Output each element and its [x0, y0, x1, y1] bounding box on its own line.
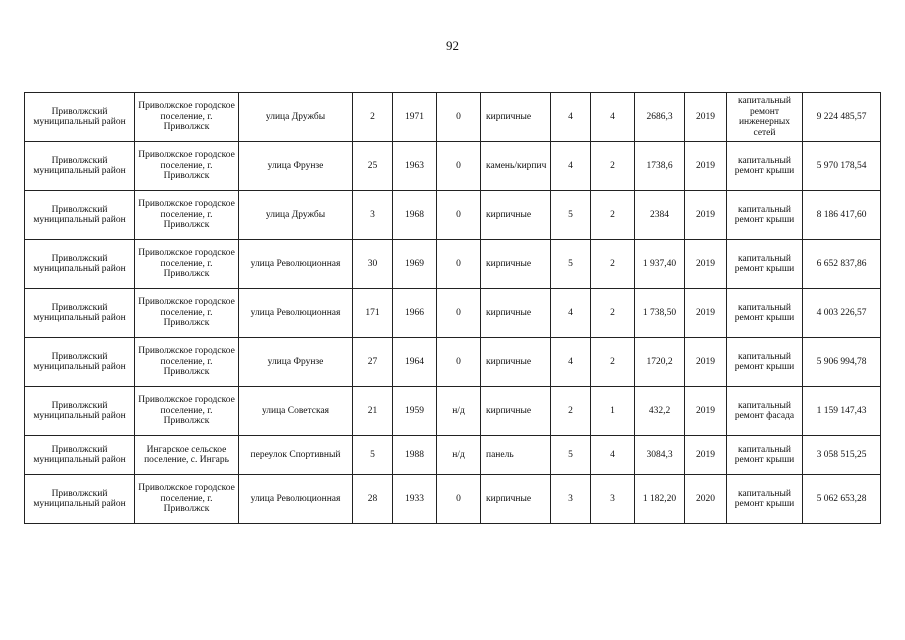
cell-floors: 2	[551, 387, 591, 436]
cell-wall-material: кирпичные	[481, 387, 551, 436]
cell-floors: 5	[551, 191, 591, 240]
cell-area: 432,2	[635, 387, 685, 436]
table-row	[25, 191, 881, 240]
cell-wear: 0	[437, 142, 481, 191]
cell-work-type: капитальный ремонт крыши	[727, 338, 803, 387]
cell-wear: 0	[437, 338, 481, 387]
cell-work-type: капитальный ремонт крыши	[727, 191, 803, 240]
cell-entrances: 4	[591, 436, 635, 475]
cell-wall-material: кирпичные	[481, 240, 551, 289]
table-row	[25, 436, 881, 475]
cell-floors: 3	[551, 475, 591, 524]
cell-wall-material: кирпичные	[481, 191, 551, 240]
cell-area: 1 182,20	[635, 475, 685, 524]
cell-district: Приволжский муниципальный район	[25, 191, 135, 240]
cell-wear: 0	[437, 475, 481, 524]
cell-work-type: капитальный ремонт крыши	[727, 475, 803, 524]
cell-house-number: 27	[353, 338, 393, 387]
cell-work-type: капитальный ремонт крыши	[727, 142, 803, 191]
cell-entrances: 4	[591, 93, 635, 142]
cell-build-year: 1933	[393, 475, 437, 524]
cell-district: Приволжский муниципальный район	[25, 338, 135, 387]
cell-year: 2019	[685, 289, 727, 338]
cell-house-number: 2	[353, 93, 393, 142]
cell-area: 2384	[635, 191, 685, 240]
table-row	[25, 93, 881, 142]
cell-wear: 0	[437, 191, 481, 240]
cell-year: 2020	[685, 475, 727, 524]
table-row	[25, 338, 881, 387]
cell-settlement: Приволжское городское поселение, г. Приволжск	[135, 475, 239, 524]
cell-cost: 5 062 653,28	[803, 475, 881, 524]
cell-year: 2019	[685, 240, 727, 289]
table-row	[25, 240, 881, 289]
cell-district: Приволжский муниципальный район	[25, 387, 135, 436]
cell-settlement: Приволжское городское поселение, г. Приволжск	[135, 338, 239, 387]
cell-wall-material: камень/кирпич	[481, 142, 551, 191]
cell-house-number: 28	[353, 475, 393, 524]
cell-settlement: Приволжское городское поселение, г. Приволжск	[135, 387, 239, 436]
cell-district: Приволжский муниципальный район	[25, 93, 135, 142]
cell-area: 1 937,40	[635, 240, 685, 289]
cell-street: улица Дружбы	[239, 93, 353, 142]
cell-build-year: 1966	[393, 289, 437, 338]
cell-build-year: 1963	[393, 142, 437, 191]
cell-district: Приволжский муниципальный район	[25, 240, 135, 289]
cell-house-number: 21	[353, 387, 393, 436]
cell-area: 1 738,50	[635, 289, 685, 338]
register-table	[24, 92, 881, 524]
cell-cost: 5 970 178,54	[803, 142, 881, 191]
cell-year: 2019	[685, 436, 727, 475]
cell-settlement: Приволжское городское поселение, г. Приволжск	[135, 289, 239, 338]
cell-year: 2019	[685, 93, 727, 142]
cell-settlement: Приволжское городское поселение, г. Приволжск	[135, 142, 239, 191]
page-number: 92	[446, 38, 459, 53]
cell-entrances: 3	[591, 475, 635, 524]
cell-build-year: 1988	[393, 436, 437, 475]
cell-floors: 4	[551, 93, 591, 142]
cell-wear: н/д	[437, 436, 481, 475]
cell-floors: 4	[551, 338, 591, 387]
cell-build-year: 1969	[393, 240, 437, 289]
cell-street: переулок Спортивный	[239, 436, 353, 475]
cell-build-year: 1968	[393, 191, 437, 240]
cell-settlement: Приволжское городское поселение, г. Приволжск	[135, 93, 239, 142]
cell-house-number: 171	[353, 289, 393, 338]
cell-district: Приволжский муниципальный район	[25, 142, 135, 191]
cell-area: 1720,2	[635, 338, 685, 387]
cell-street: улица Революционная	[239, 475, 353, 524]
cell-entrances: 2	[591, 338, 635, 387]
cell-house-number: 5	[353, 436, 393, 475]
cell-street: улица Советская	[239, 387, 353, 436]
cell-street: улица Дружбы	[239, 191, 353, 240]
cell-cost: 4 003 226,57	[803, 289, 881, 338]
cell-cost: 1 159 147,43	[803, 387, 881, 436]
cell-entrances: 1	[591, 387, 635, 436]
cell-floors: 4	[551, 289, 591, 338]
cell-build-year: 1959	[393, 387, 437, 436]
cell-entrances: 2	[591, 142, 635, 191]
cell-area: 2686,3	[635, 93, 685, 142]
cell-year: 2019	[685, 191, 727, 240]
table-row	[25, 387, 881, 436]
cell-wear: 0	[437, 240, 481, 289]
cell-work-type: капитальный ремонт фасада	[727, 387, 803, 436]
cell-floors: 4	[551, 142, 591, 191]
cell-wear: н/д	[437, 387, 481, 436]
cell-settlement: Приволжское городское поселение, г. Приволжск	[135, 240, 239, 289]
cell-work-type: капитальный ремонт крыши	[727, 240, 803, 289]
cell-cost: 9 224 485,57	[803, 93, 881, 142]
cell-work-type: капитальный ремонт крыши	[727, 289, 803, 338]
cell-street: улица Фрунзе	[239, 338, 353, 387]
cell-district: Приволжский муниципальный район	[25, 289, 135, 338]
cell-entrances: 2	[591, 289, 635, 338]
cell-wall-material: кирпичные	[481, 289, 551, 338]
cell-cost: 3 058 515,25	[803, 436, 881, 475]
cell-year: 2019	[685, 387, 727, 436]
cell-wall-material: кирпичные	[481, 475, 551, 524]
cell-year: 2019	[685, 338, 727, 387]
cell-street: улица Фрунзе	[239, 142, 353, 191]
cell-build-year: 1971	[393, 93, 437, 142]
cell-wall-material: панель	[481, 436, 551, 475]
cell-wall-material: кирпичные	[481, 93, 551, 142]
cell-house-number: 3	[353, 191, 393, 240]
cell-floors: 5	[551, 240, 591, 289]
cell-wear: 0	[437, 93, 481, 142]
table-row	[25, 142, 881, 191]
cell-house-number: 30	[353, 240, 393, 289]
cell-entrances: 2	[591, 240, 635, 289]
cell-area: 1738,6	[635, 142, 685, 191]
cell-work-type: капитальный ремонт инженерных сетей	[727, 93, 803, 142]
cell-settlement: Ингарское сельское поселение, с. Ингарь	[135, 436, 239, 475]
cell-entrances: 2	[591, 191, 635, 240]
cell-cost: 8 186 417,60	[803, 191, 881, 240]
table-row	[25, 289, 881, 338]
cell-street: улица Революционная	[239, 240, 353, 289]
cell-wear: 0	[437, 289, 481, 338]
cell-floors: 5	[551, 436, 591, 475]
cell-build-year: 1964	[393, 338, 437, 387]
cell-district: Приволжский муниципальный район	[25, 436, 135, 475]
cell-settlement: Приволжское городское поселение, г. Приволжск	[135, 191, 239, 240]
cell-cost: 6 652 837,86	[803, 240, 881, 289]
table-row	[25, 475, 881, 524]
cell-cost: 5 906 994,78	[803, 338, 881, 387]
cell-district: Приволжский муниципальный район	[25, 475, 135, 524]
cell-wall-material: кирпичные	[481, 338, 551, 387]
cell-street: улица Революционная	[239, 289, 353, 338]
cell-house-number: 25	[353, 142, 393, 191]
cell-year: 2019	[685, 142, 727, 191]
cell-area: 3084,3	[635, 436, 685, 475]
cell-work-type: капитальный ремонт крыши	[727, 436, 803, 475]
